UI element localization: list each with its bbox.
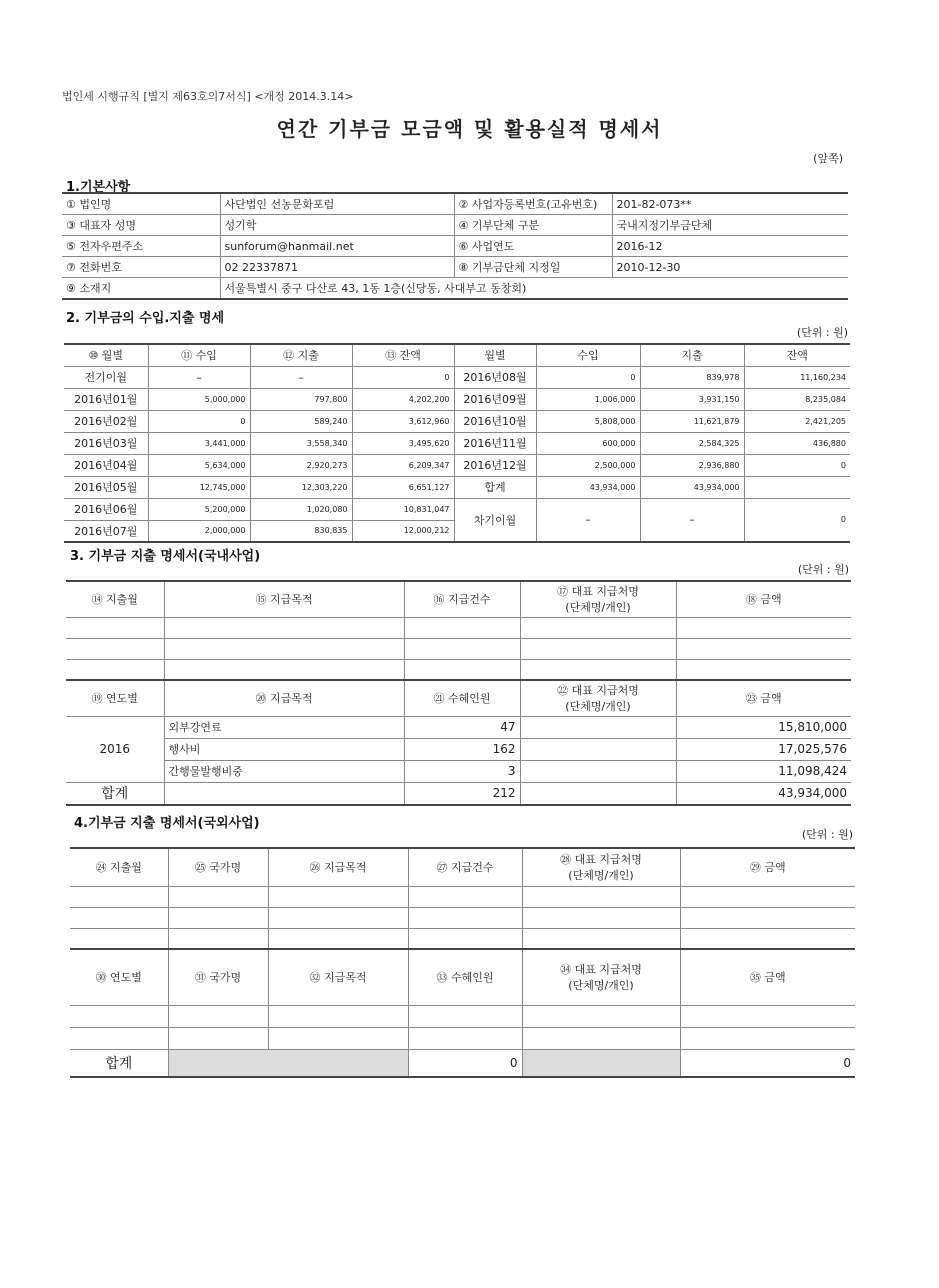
label-fiscal-year: ⑥ 사업연도 xyxy=(454,236,612,257)
cell-balance: 10,831,047 xyxy=(352,498,454,520)
cell-month: 전기이월 xyxy=(64,366,148,388)
basic-info-row xyxy=(62,193,848,215)
overseas-expense-table xyxy=(70,847,855,1078)
section3-unit: (단위 : 원) xyxy=(797,563,849,576)
col-income: ⑪ 수입 xyxy=(148,344,250,366)
col-month-2: 월별 xyxy=(454,344,536,366)
col-country: ㉕ 국가명 xyxy=(168,848,268,886)
cell-expense: 12,303,220 xyxy=(250,476,352,498)
basic-info-row xyxy=(62,215,848,236)
cell-expense: 797,800 xyxy=(250,388,352,410)
cell-expense: 3,931,150 xyxy=(640,388,744,410)
cell-year: 2016 xyxy=(66,716,164,782)
total-amount: 0 xyxy=(680,1049,855,1077)
col-purpose: ㉜ 지급목적 xyxy=(268,949,408,1005)
label-org-type: ④ 기부단체 구분 xyxy=(454,215,612,236)
col-recipient-line2: (단체명/개인) xyxy=(565,700,631,714)
col-beneficiaries: ㉑ 수혜인원 xyxy=(404,680,520,716)
carry-over-income: – xyxy=(536,498,640,542)
value-email: sunforum@hanmail.net xyxy=(220,236,454,257)
cell-expense: 839,978 xyxy=(640,366,744,388)
cell-month: 2016년06월 xyxy=(64,498,148,520)
col-recipient-line2: (단체명/개인) xyxy=(565,601,631,615)
section4-title: 4.기부금 지출 명세서(국외사업) xyxy=(74,816,260,831)
total-expense: 43,934,000 xyxy=(640,476,744,498)
cell-balance: 4,202,200 xyxy=(352,388,454,410)
label-corp-name: ① 법인명 xyxy=(62,193,220,215)
label-representative: ③ 대표자 성명 xyxy=(62,215,220,236)
table-row xyxy=(64,498,850,520)
carry-over-expense: – xyxy=(640,498,744,542)
cell-purpose: 간행물발행비중 xyxy=(164,760,404,782)
table-header-row xyxy=(70,949,855,1005)
shaded-cell xyxy=(168,1049,408,1077)
cell-income: 12,745,000 xyxy=(148,476,250,498)
cell-income: 2,000,000 xyxy=(148,520,250,542)
value-corp-name: 사단법인 선농문화포럼 xyxy=(220,193,454,215)
cell-balance: 12,000,212 xyxy=(352,520,454,542)
cell-month: 2016년01월 xyxy=(64,388,148,410)
cell-month: 2016년04월 xyxy=(64,454,148,476)
label-email: ⑤ 전자우편주소 xyxy=(62,236,220,257)
col-payment-count: ⑯ 지급건수 xyxy=(404,581,520,617)
col-recipient xyxy=(522,848,680,886)
cell-month: 2016년08월 xyxy=(454,366,536,388)
cell-balance: 0 xyxy=(744,454,850,476)
col-payment-count: ㉗ 지급건수 xyxy=(408,848,522,886)
value-fiscal-year: 2016-12 xyxy=(612,236,848,257)
cell-expense: 1,020,080 xyxy=(250,498,352,520)
col-recipient xyxy=(522,949,680,1005)
cell-income: 5,200,000 xyxy=(148,498,250,520)
cell-beneficiaries: 162 xyxy=(404,738,520,760)
total-beneficiaries: 212 xyxy=(404,782,520,805)
section1-title: 1.기본사항 xyxy=(66,180,131,195)
col-month: ⑩ 월별 xyxy=(64,344,148,366)
total-income: 43,934,000 xyxy=(536,476,640,498)
total-label: 합계 xyxy=(66,782,164,805)
section2-unit: (단위 : 원) xyxy=(796,326,848,339)
table-row xyxy=(66,760,851,782)
col-recipient-line2: (단체명/개인) xyxy=(568,869,634,883)
col-recipient-line1: ㉘ 대표 지급처명 xyxy=(560,853,642,867)
table-row xyxy=(70,907,855,928)
cell-expense: 589,240 xyxy=(250,410,352,432)
cell-amount: 15,810,000 xyxy=(676,716,851,738)
table-row xyxy=(64,410,850,432)
total-balance xyxy=(744,476,850,498)
cell-balance: 3,612,960 xyxy=(352,410,454,432)
cell-month: 2016년10월 xyxy=(454,410,536,432)
section3-title: 3. 기부금 지출 명세서(국내사업) xyxy=(70,549,261,564)
table-row xyxy=(64,454,850,476)
cell-beneficiaries: 47 xyxy=(404,716,520,738)
col-recipient-line1: ⑰ 대표 지급처명 xyxy=(557,585,639,599)
cell-month: 2016년12월 xyxy=(454,454,536,476)
table-row xyxy=(66,659,851,680)
basic-info-row xyxy=(62,236,848,257)
page-side-label: (앞쪽) xyxy=(813,152,843,165)
form-reference-note: 법인세 시행규칙 [별지 제63호의7서식] <개정 2014.3.14> xyxy=(62,90,354,103)
cell-month: 2016년09월 xyxy=(454,388,536,410)
col-recipient xyxy=(520,581,676,617)
document-title: 연간 기부금 모금액 및 활용실적 명세서 xyxy=(276,117,663,141)
value-designation-date: 2010-12-30 xyxy=(612,257,848,278)
cell-expense: 2,920,273 xyxy=(250,454,352,476)
table-row xyxy=(64,366,850,388)
col-recipient-line1: ㉞ 대표 지급처명 xyxy=(560,963,642,977)
basic-info-row xyxy=(62,257,848,278)
table-row xyxy=(64,388,850,410)
cell-month: 2016년02월 xyxy=(64,410,148,432)
section2-title: 2. 기부금의 수입.지출 명세 xyxy=(66,311,225,326)
value-business-number: 201-82-073** xyxy=(612,193,848,215)
col-country: ㉛ 국가명 xyxy=(168,949,268,1005)
col-beneficiaries: ㉝ 수혜인원 xyxy=(408,949,522,1005)
value-representative: 성기학 xyxy=(220,215,454,236)
table-row xyxy=(66,638,851,659)
cell-balance: 8,235,084 xyxy=(744,388,850,410)
cell-expense: 3,558,340 xyxy=(250,432,352,454)
col-purpose: ⑮ 지급목적 xyxy=(164,581,404,617)
carry-over-balance: 0 xyxy=(744,498,850,542)
total-label: 합계 xyxy=(454,476,536,498)
table-row xyxy=(70,886,855,907)
col-purpose: ⑳ 지급목적 xyxy=(164,680,404,716)
table-row xyxy=(70,928,855,949)
income-expense-table xyxy=(64,343,850,543)
domestic-expense-table xyxy=(66,580,851,806)
cell-month: 2016년03월 xyxy=(64,432,148,454)
col-recipient-line1: ㉒ 대표 지급처명 xyxy=(557,684,639,698)
table-row xyxy=(64,476,850,498)
cell-expense: 11,621,879 xyxy=(640,410,744,432)
total-beneficiaries: 0 xyxy=(408,1049,522,1077)
col-amount: ㉓ 금액 xyxy=(676,680,851,716)
col-expense-2: 지출 xyxy=(640,344,744,366)
cell-balance: 0 xyxy=(352,366,454,388)
cell-purpose: 행사비 xyxy=(164,738,404,760)
cell-balance: 6,651,127 xyxy=(352,476,454,498)
total-amount: 43,934,000 xyxy=(676,782,851,805)
value-org-type: 국내지정기부금단체 xyxy=(612,215,848,236)
table-header-row xyxy=(64,344,850,366)
col-recipient-line2: (단체명/개인) xyxy=(568,979,634,993)
cell-month: 2016년07월 xyxy=(64,520,148,542)
basic-info-row xyxy=(62,278,848,300)
cell-income: 0 xyxy=(536,366,640,388)
cell-month: 2016년11월 xyxy=(454,432,536,454)
cell-income: 5,808,000 xyxy=(536,410,640,432)
cell-income: – xyxy=(148,366,250,388)
total-label: 합계 xyxy=(70,1049,168,1077)
table-row xyxy=(64,432,850,454)
cell-purpose: 외부강연료 xyxy=(164,716,404,738)
cell-expense: – xyxy=(250,366,352,388)
cell-balance: 3,495,620 xyxy=(352,432,454,454)
label-phone: ⑦ 전화번호 xyxy=(62,257,220,278)
table-row xyxy=(66,716,851,738)
col-expense-month: ⑭ 지출월 xyxy=(66,581,164,617)
table-row xyxy=(66,738,851,760)
cell-income: 0 xyxy=(148,410,250,432)
col-year: ⑲ 연도별 xyxy=(66,680,164,716)
col-income-2: 수입 xyxy=(536,344,640,366)
cell-income: 3,441,000 xyxy=(148,432,250,454)
table-header-row xyxy=(70,848,855,886)
col-expense: ⑫ 지출 xyxy=(250,344,352,366)
cell-income: 5,634,000 xyxy=(148,454,250,476)
label-business-number: ② 사업자등록번호(고유번호) xyxy=(454,193,612,215)
cell-balance: 11,160,234 xyxy=(744,366,850,388)
cell-balance: 2,421,205 xyxy=(744,410,850,432)
label-designation-date: ⑧ 기부금단체 지정일 xyxy=(454,257,612,278)
total-row xyxy=(70,1049,855,1077)
table-header-row xyxy=(66,680,851,716)
col-recipient xyxy=(520,680,676,716)
cell-income: 2,500,000 xyxy=(536,454,640,476)
basic-info-table xyxy=(62,192,848,300)
cell-amount: 11,098,424 xyxy=(676,760,851,782)
col-amount: ⑱ 금액 xyxy=(676,581,851,617)
table-row xyxy=(70,1005,855,1027)
cell-expense: 2,936,880 xyxy=(640,454,744,476)
cell-expense: 2,584,325 xyxy=(640,432,744,454)
cell-amount: 17,025,576 xyxy=(676,738,851,760)
cell-expense: 830,835 xyxy=(250,520,352,542)
col-balance: ⑬ 잔액 xyxy=(352,344,454,366)
col-balance-2: 잔액 xyxy=(744,344,850,366)
col-amount: ㉙ 금액 xyxy=(680,848,855,886)
label-address: ⑨ 소재지 xyxy=(62,278,220,300)
col-expense-month: ㉔ 지출월 xyxy=(70,848,168,886)
shaded-cell xyxy=(522,1049,680,1077)
table-header-row xyxy=(66,581,851,617)
table-row xyxy=(66,617,851,638)
col-amount: ㉟ 금액 xyxy=(680,949,855,1005)
section4-unit: (단위 : 원) xyxy=(801,828,853,841)
cell-beneficiaries: 3 xyxy=(404,760,520,782)
carry-over-label: 차기이월 xyxy=(454,498,536,542)
cell-income: 600,000 xyxy=(536,432,640,454)
cell-month: 2016년05월 xyxy=(64,476,148,498)
col-purpose: ㉖ 지급목적 xyxy=(268,848,408,886)
value-phone: 02 22337871 xyxy=(220,257,454,278)
col-year: ㉚ 연도별 xyxy=(70,949,168,1005)
cell-income: 5,000,000 xyxy=(148,388,250,410)
table-row xyxy=(70,1027,855,1049)
cell-balance: 436,880 xyxy=(744,432,850,454)
cell-income: 1,006,000 xyxy=(536,388,640,410)
cell-balance: 6,209,347 xyxy=(352,454,454,476)
value-address: 서울특별시 중구 다산로 43, 1동 1층(신당동, 사대부고 동창회) xyxy=(220,278,848,300)
total-row xyxy=(66,782,851,805)
